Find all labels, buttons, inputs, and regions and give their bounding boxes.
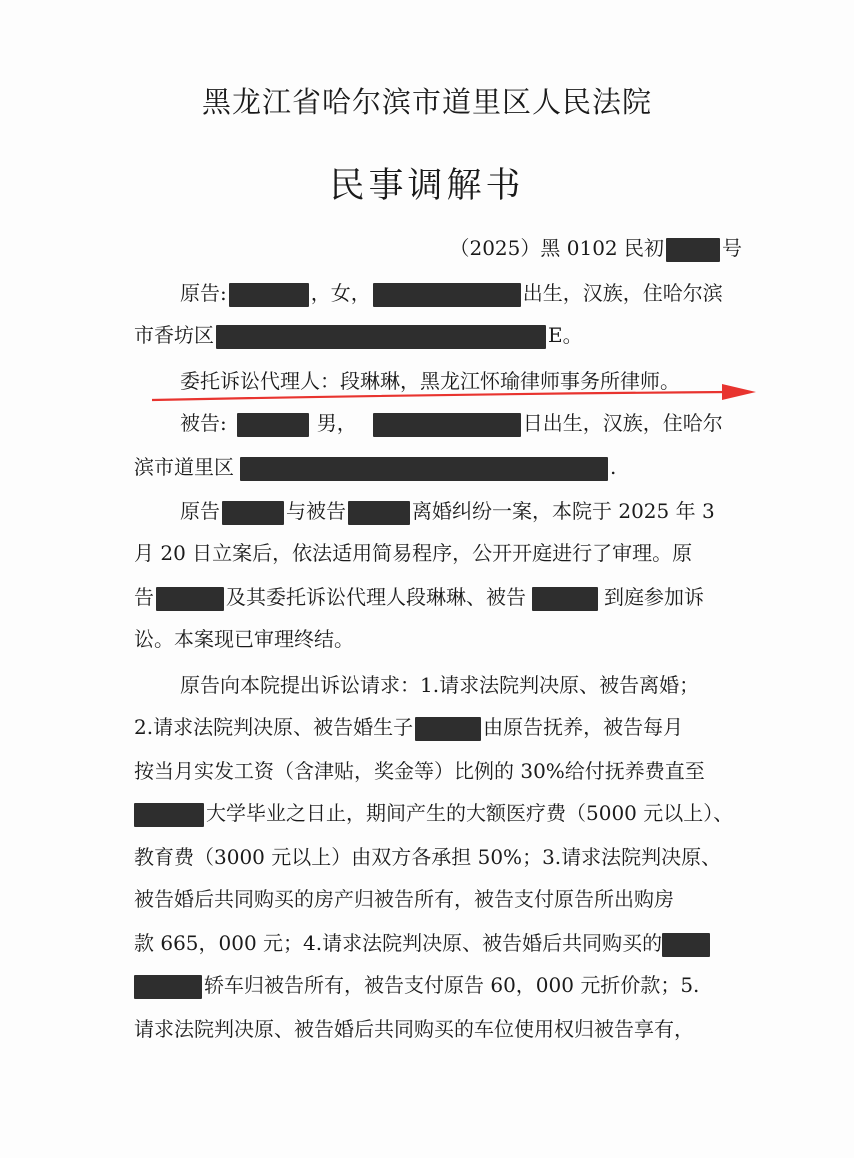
case-para-line-1 <box>180 496 715 526</box>
claims-line-7 <box>134 928 710 958</box>
claims-line-6: 被告婚后共同购买的房产归被告所有，被告支付原告所出购房 <box>134 887 674 911</box>
case-para-line-4: 讼。本案现已审理终结。 <box>134 627 354 651</box>
claims-line-4 <box>134 798 733 828</box>
redaction-block <box>373 283 521 307</box>
claims-line-9: 请求法院判决原、被告婚后共同购买的车位使用权归被告享有， <box>134 1017 694 1041</box>
case-para-line-2: 月 20 日立案后，依法适用简易程序，公开开庭进行了审理。原 <box>134 541 693 565</box>
agent-line: 委托诉讼代理人：段琳琳，黑龙江怀瑜律师事务所律师。 <box>180 369 680 393</box>
claims-text: 款 665，000 元；4.请求法院判决原、被告婚后共同购买的 <box>134 931 663 955</box>
case-text: 到庭参加诉 <box>604 585 704 609</box>
case-para-line-3 <box>134 582 704 612</box>
claims-line-3: 按当月实发工资（含津贴，奖金等）比例的 30%给付抚养费直至 <box>134 759 705 783</box>
redaction-block <box>134 975 202 999</box>
court-name: 黑龙江省哈尔滨市道里区人民法院 <box>201 85 652 119</box>
redaction-block <box>415 717 481 741</box>
plaintiff-birth: 出生，汉族，住哈尔滨 <box>522 281 723 305</box>
plaintiff-address-suffix: E。 <box>548 323 583 347</box>
redaction-block <box>348 501 410 525</box>
defendant-birth: 日出生，汉族，住哈尔 <box>522 411 723 435</box>
redaction-block <box>666 238 720 262</box>
defendant-address-suffix: . <box>610 455 617 479</box>
case-number <box>449 232 742 262</box>
case-number-prefix: （2025）黑 0102 民初 <box>449 236 664 260</box>
plaintiff-line-2 <box>134 320 583 350</box>
redaction-block <box>156 587 224 611</box>
redaction-block <box>222 501 284 525</box>
case-text: 告 <box>134 585 154 609</box>
claims-text: 大学毕业之日止，期间产生的大额医疗费（5000 元以上）、 <box>206 801 734 825</box>
redaction-block <box>240 457 608 481</box>
defendant-line-1 <box>180 408 723 438</box>
redaction-block <box>134 803 204 827</box>
defendant-gender: 男， <box>316 411 357 435</box>
claims-line-5: 教育费（3000 元以上）由双方各承担 50%；3.请求法院判决原、 <box>134 845 722 869</box>
document-title: 民事调解书 <box>329 166 525 206</box>
redaction-block <box>216 325 546 349</box>
case-text: 及其委托诉讼代理人段琳琳、被告 <box>226 585 526 609</box>
redaction-block <box>662 933 710 957</box>
redaction-block <box>532 587 598 611</box>
claims-text: 2.请求法院判决原、被告婚生子 <box>134 715 414 739</box>
redaction-block <box>229 283 309 307</box>
plaintiff-address-prefix: 市香坊区 <box>134 323 214 347</box>
claims-line-2 <box>134 712 683 742</box>
defendant-line-2 <box>134 452 616 482</box>
plaintiff-label: 原告: <box>180 281 227 305</box>
defendant-address-prefix: 滨市道里区 <box>134 455 234 479</box>
claims-text: 由原告抚养，被告每月 <box>483 715 684 739</box>
case-number-suffix: 号 <box>722 236 742 260</box>
arrow-shaft <box>152 392 730 400</box>
case-text: 与被告 <box>286 499 346 523</box>
redaction-block <box>373 413 521 437</box>
case-text: 原告 <box>180 499 220 523</box>
redaction-block <box>237 413 309 437</box>
plaintiff-gender: ，女， <box>310 281 371 305</box>
claims-text: 轿车归被告所有，被告支付原告 60，000 元折价款；5. <box>204 973 700 997</box>
claims-line-8 <box>134 970 699 1000</box>
red-arrow-annotation <box>150 380 760 406</box>
plaintiff-line-1 <box>180 278 723 308</box>
case-text: 离婚纠纷一案，本院于 2025 年 3 <box>412 499 715 523</box>
claims-line-1: 原告向本院提出诉讼请求：1.请求法院判决原、被告离婚； <box>180 673 700 697</box>
arrow-head <box>722 384 756 400</box>
defendant-label: 被告: <box>180 411 227 435</box>
